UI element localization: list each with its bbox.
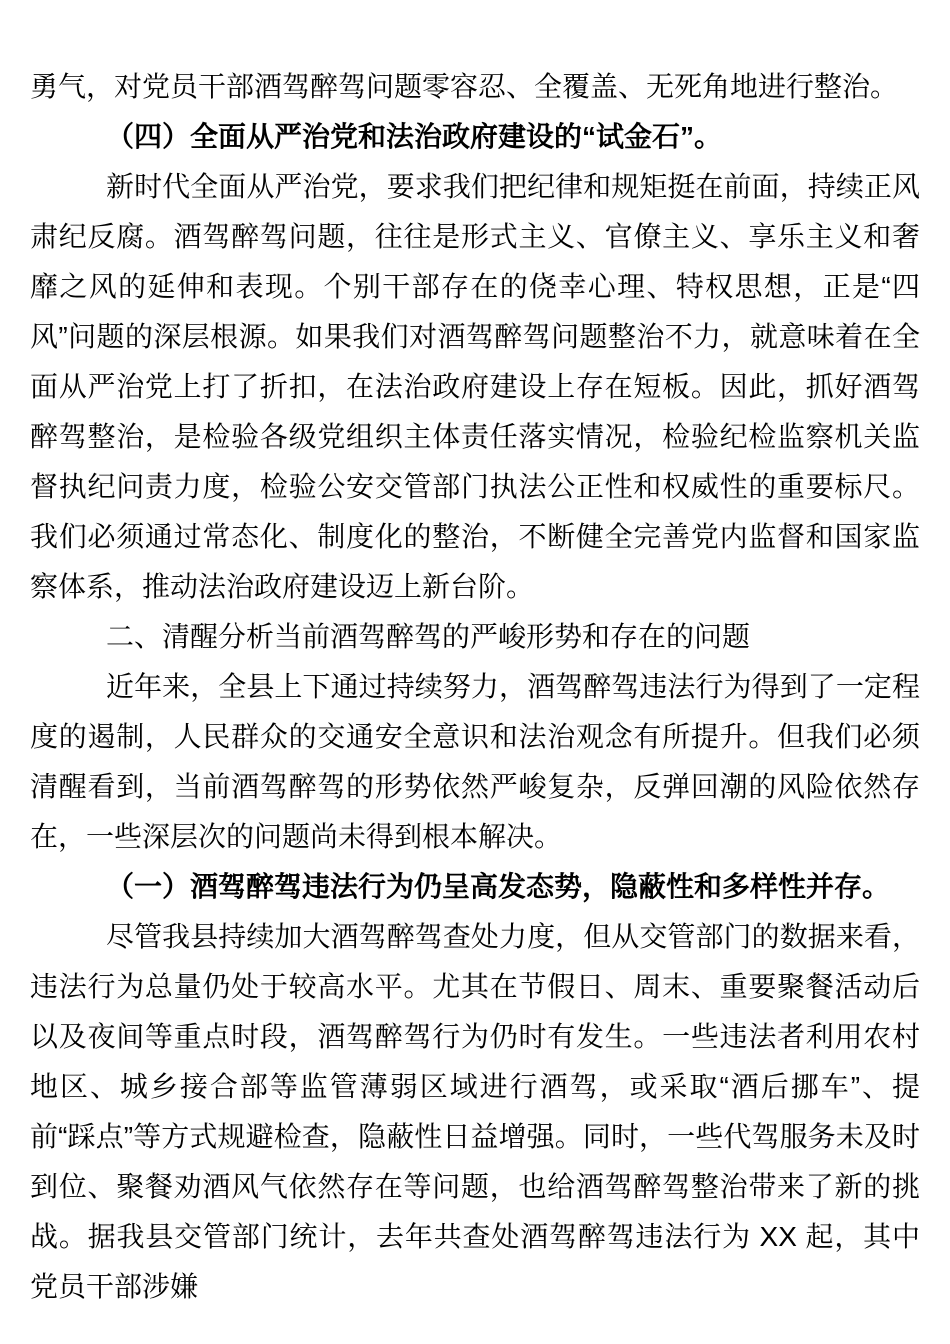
body-paragraph-continuation: 勇气，对党员干部酒驾醉驾问题零容忍、全覆盖、无死角地进行整治。 xyxy=(30,71,899,102)
subheading-four: （四）全面从严治党和法治政府建设的“试金石”。 xyxy=(106,121,723,152)
body-paragraph: 新时代全面从严治党，要求我们把纪律和规矩挺在前面，持续正风肃纪反腐。酒驾醉驾问题，往往是形式主义、官僚主义、享乐主义和奢靡之风的延伸和表现。个别干部存在的侥幸心理、特权思想，正是“四风”问题的深层根源。如果我们对酒驾醉驾问题整治不力，就意味着在全面从严治党上打了折扣，在法治政府建设上存在短板。因此，抓好酒驾醉驾整治，是检验各级党组织主体责任落实情况，检验纪检监察机关监督执纪问责力度，检验公安交管部门执法公正性和权威性的重要标尺。我们必须通过常态化、制度化的整治，不断健全完善党内监督和国家监察体系，推动法治政府建设迈上新台阶。 xyxy=(30,171,920,602)
document-body xyxy=(30,62,920,1312)
body-paragraph: 尽管我县持续加大酒驾醉驾查处力度，但从交管部门的数据来看，违法行为总量仍处于较高水平。尤其在节假日、周末、重要聚餐活动后以及夜间等重点时段，酒驾醉驾行为仍时有发生。一些违法者利用农村地区、城乡接合部等监管薄弱区域进行酒驾，或采取“酒后挪车”、提前“踩点”等方式规避检查，隐蔽性日益增强。同时，一些代驾服务未及时到位、聚餐劝酒风气依然存在等问题，也给酒驾醉驾整治带来了新的挑战。据我县交管部门统计，去年共查处酒驾醉驾违法行为 XX 起，其中党员干部涉嫌 xyxy=(30,921,920,1302)
subheading-one: （一）酒驾醉驾违法行为仍呈高发态势，隐蔽性和多样性并存。 xyxy=(106,871,891,902)
body-paragraph: 近年来，全县上下通过持续努力，酒驾醉驾违法行为得到了一定程度的遏制，人民群众的交通安全意识和法治观念有所提升。但我们必须清醒看到，当前酒驾醉驾的形势依然严峻复杂，反弹回潮的风险依然存在，一些深层次的问题尚未得到根本解决。 xyxy=(30,671,920,852)
section-heading-two: 二、清醒分析当前酒驾醉驾的严峻形势和存在的问题 xyxy=(106,621,751,652)
